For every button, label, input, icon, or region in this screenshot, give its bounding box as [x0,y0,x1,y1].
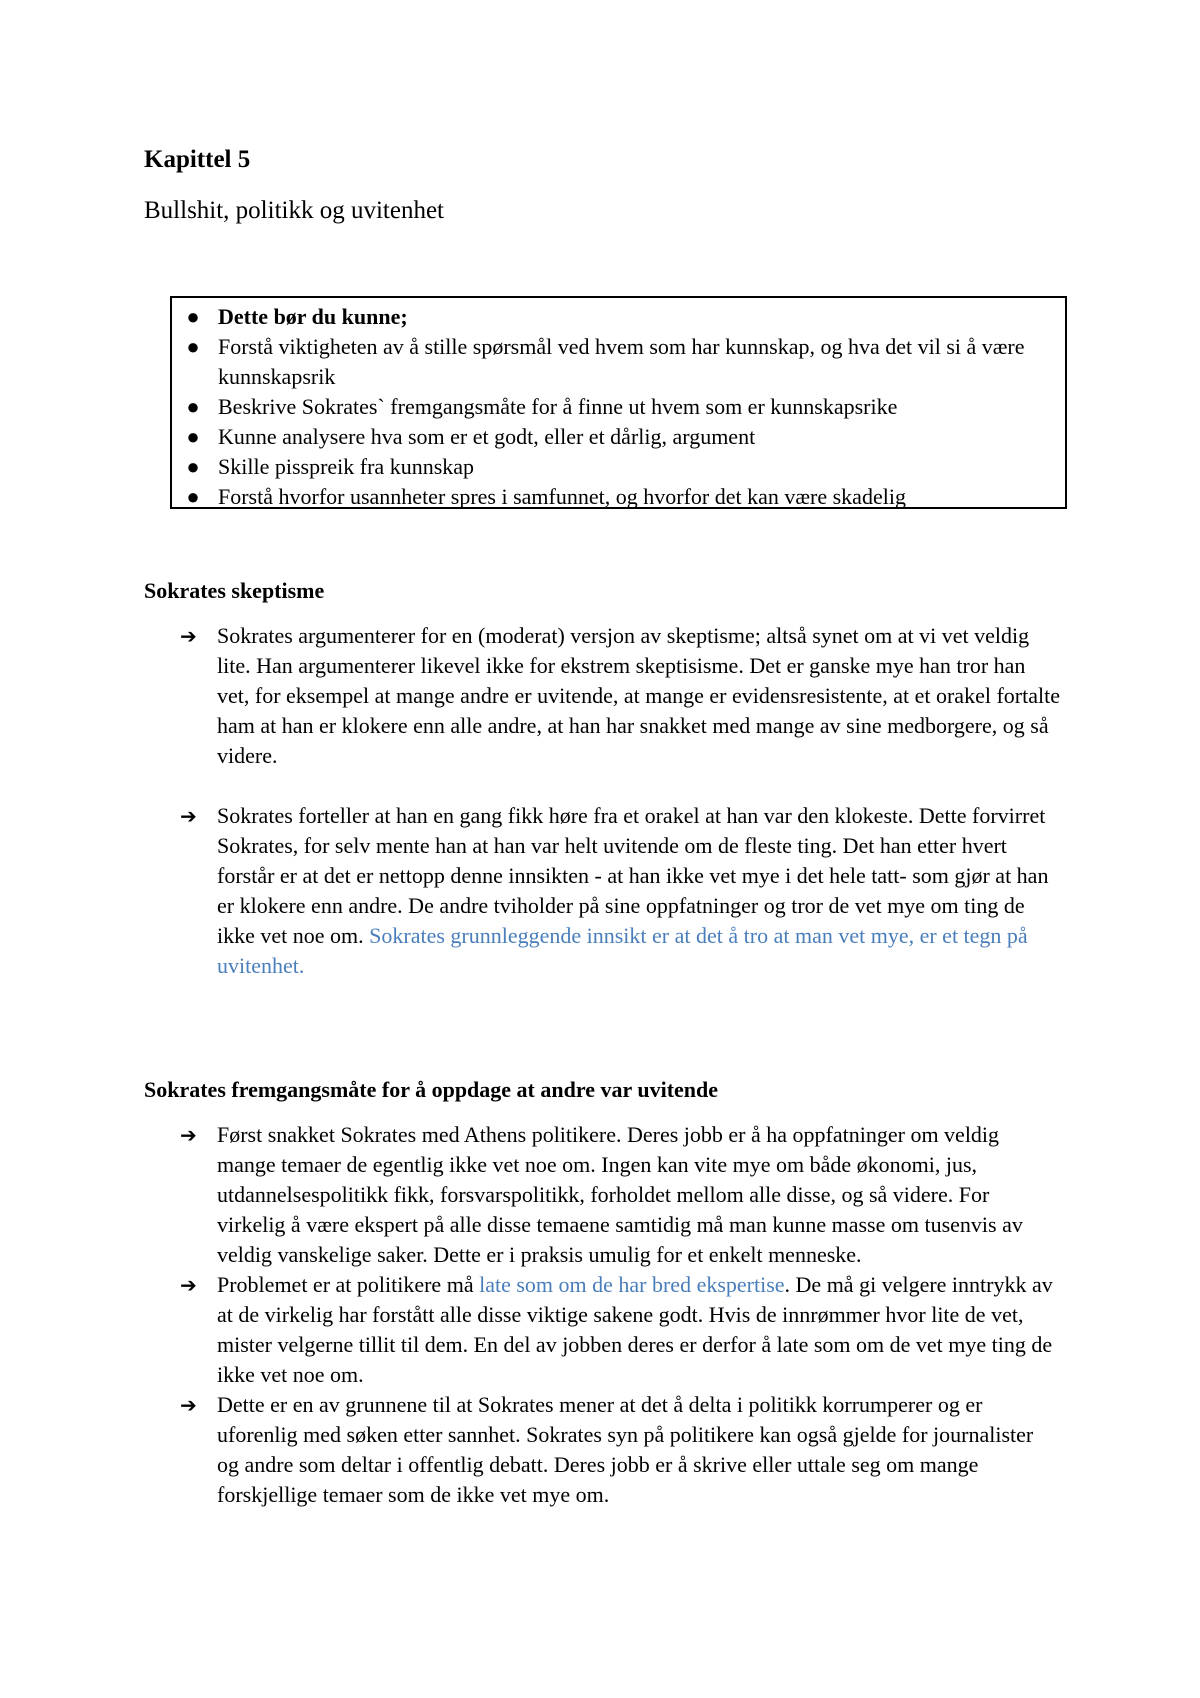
chapter-title: Kapittel 5 [144,146,251,173]
goal-item [172,392,1065,422]
arrow-right-icon: ➔ [180,804,197,828]
goal-item [172,452,1065,482]
goal-text: Skille pisspreik fra kunnskap [218,454,475,479]
bullet-icon: ● [186,394,200,419]
paragraph-text: Først snakket Sokrates med Athens politikere. Deres jobb er å ha oppfatninger om veldig mange temaer de egentlig ikke vet noe om. Ingen kan vite mye om både økonomi, jus, utdannelsespolitikk fikk, forsvarspolitikk, forholdet mellom alle disse, og så videre. For virkelig å være ekspert på alle disse temaene samtidig må man kunne masse om tusenvis av veldig vanskelige saker. Dette er i praksis umulig for et enkelt menneske. [217,1122,1023,1267]
goal-item [172,422,1065,452]
highlighted-text: late som om de har bred ekspertise [479,1272,785,1297]
paragraph-text: Sokrates forteller at han en gang fikk høre fra et orakel at han var den klokeste. Dette forvirret Sokrates, for selv mente han at han var helt uvitende om de fleste ting. Det han etter hvert forstår er at det er nettopp denne innsikten - at han ikke vet mye i det hele tatt- som gjør at han er klokere enn andre. De andre tviholder på sine oppfatninger og tror de vet mye om ting de ikke vet noe om. [217,803,1049,948]
goal-text: Kunne analysere hva som er et godt, eller et dårlig, argument [218,424,756,449]
arrow-right-icon: ➔ [180,1393,197,1417]
list-item [180,801,1060,981]
arrow-right-icon: ➔ [180,1123,197,1147]
section-heading-skeptisme: Sokrates skeptisme [144,578,325,603]
arrow-right-icon: ➔ [180,624,197,648]
bullet-icon: ● [186,334,200,359]
paragraph-text: . De må gi velgere inntrykk av at de virkelig har forstått alle disse viktige sakene godt. Hvis de innrømmer hvor lite de vet, mister velgerne tillit til dem. En del av jobben deres er derfor å late som om de vet mye ting de ikke vet noe om. [217,1272,1053,1387]
section-heading-fremgangsmate: Sokrates fremgangsmåte for å oppdage at andre var uvitende [144,1077,719,1102]
list-item [180,621,1060,771]
bullet-icon: ● [186,484,200,509]
goal-item [172,482,1065,512]
learning-goals-list [172,302,1065,512]
list-item [180,1270,1060,1390]
list-item [180,1390,1060,1510]
skeptisme-points [180,621,1060,981]
goal-item [172,302,1065,332]
goal-text: Dette bør du kunne; [218,304,408,329]
goal-item [172,332,1065,392]
bullet-icon: ● [186,424,200,449]
highlighted-text: Sokrates grunnleggende innsikt er at det å tro at man vet mye, er et tegn på uvitenhet. [217,923,1028,978]
goal-text: Beskrive Sokrates` fremgangsmåte for å finne ut hvem som er kunnskapsrike [218,394,898,419]
bullet-icon: ● [186,454,200,479]
paragraph-text: Problemet er at politikere må [217,1272,480,1297]
bullet-icon: ● [186,304,200,329]
goal-text: Forstå viktigheten av å stille spørsmål ved hvem som har kunnskap, og hva det vil si å være kunnskapsrik [218,334,1025,389]
chapter-subtitle: Bullshit, politikk og uvitenhet [144,197,444,224]
arrow-right-icon: ➔ [180,1273,197,1297]
paragraph-text: Sokrates argumenterer for en (moderat) versjon av skeptisme; altså synet om at vi vet veldig lite. Han argumenterer likevel ikke for ekstrem skeptisisme. Det er ganske mye han tror han vet, for eksempel at mange andre er uvitende, at mange er evidensresistente, at et orakel fortalte ham at han er klokere enn alle andre, at han har snakket med mange av sine medborgere, og så videre. [217,623,1060,768]
paragraph-text: Dette er en av grunnene til at Sokrates mener at det å delta i politikk korrumperer og er uforenlig med søken etter sannhet. Sokrates syn på politikere kan også gjelde for journalister og andre som deltar i offentlig debatt. Deres jobb er å skrive eller uttale seg om mange forskjellige temaer som de ikke vet mye om. [217,1392,1034,1507]
list-item [180,1120,1060,1270]
fremgangsmate-points [180,1120,1060,1510]
goal-text: Forstå hvorfor usannheter spres i samfunnet, og hvorfor det kan være skadelig [218,484,906,509]
learning-goals-box [170,296,1067,509]
